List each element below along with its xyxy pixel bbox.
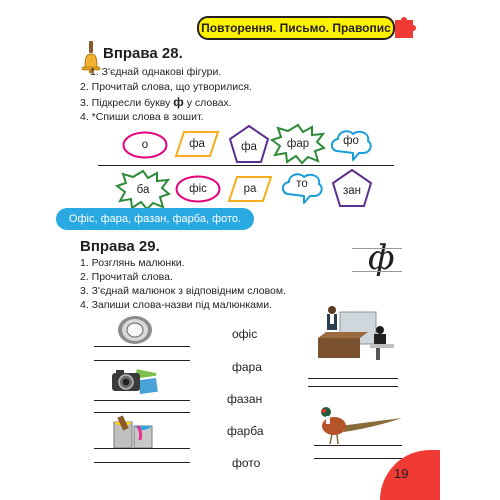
shape-pentagon-top[interactable]: фа [229,125,269,163]
write-line [94,462,190,463]
office-image [310,298,402,368]
shape-star-top[interactable]: фар [271,124,325,164]
write-line [308,378,398,379]
page-number: 19 [394,466,409,481]
headlight-image [116,314,154,346]
word-office[interactable]: офіс [232,327,258,341]
word-photo[interactable]: фото [232,456,261,470]
section-title: Повторення. Письмо. Правопис [197,16,395,40]
answer-bar: Офіс, фара, фазан, фарба, фото. [56,208,254,230]
handwriting-lines [352,248,402,272]
write-line [308,386,398,387]
shape-parallelogram-bottom[interactable]: ра [228,176,272,202]
ex28-task-1: 1. З'єднай однакові фігури. [90,66,222,78]
ex28-task-2: 2. Прочитай слова, що утворилися. [80,81,252,93]
word-headlight[interactable]: фара [232,360,262,374]
exercise-28-title: Вправа 28. [103,45,183,62]
shape-cloud-bottom[interactable]: то [280,171,324,205]
puzzle-icon [393,14,417,40]
highlight-letter: ф [173,95,184,109]
exercise-29-title: Вправа 29. [80,238,160,255]
pheasant-image [310,396,404,446]
shape-parallelogram-top[interactable]: фа [175,131,219,157]
write-line [94,448,190,449]
write-line [314,458,402,459]
ex29-task-1: 1. Розглянь малюнки. [80,257,185,269]
ex29-task-3: 3. З'єднай малюнок з відповідним словом. [80,285,287,297]
ex28-task-3: 3. Підкресли букву ф у словах. [80,95,232,109]
script-letter: ф [368,238,395,278]
divider-line [98,165,394,166]
write-line [94,412,190,413]
shape-ellipse-top[interactable]: о [122,131,168,159]
paint-cans-image [110,414,158,450]
write-line [314,445,402,446]
write-line [94,346,190,347]
ex28-task-4: 4. *Спиши слова в зошит. [80,111,204,123]
shape-cloud-top[interactable]: фо [329,128,373,162]
write-line [94,400,190,401]
shape-ellipse-bottom[interactable]: фіс [175,175,221,203]
shape-star-bottom[interactable]: ба [116,170,170,210]
shape-pentagon-bottom[interactable]: зан [332,169,372,207]
ex29-task-4: 4. Запиши слова-назви під малюнками. [80,299,273,311]
camera-photos-image [110,364,160,398]
word-pheasant[interactable]: фазан [227,392,263,406]
word-paint[interactable]: фарба [227,424,264,438]
write-line [94,360,190,361]
ex29-task-2: 2. Прочитай слова. [80,271,173,283]
